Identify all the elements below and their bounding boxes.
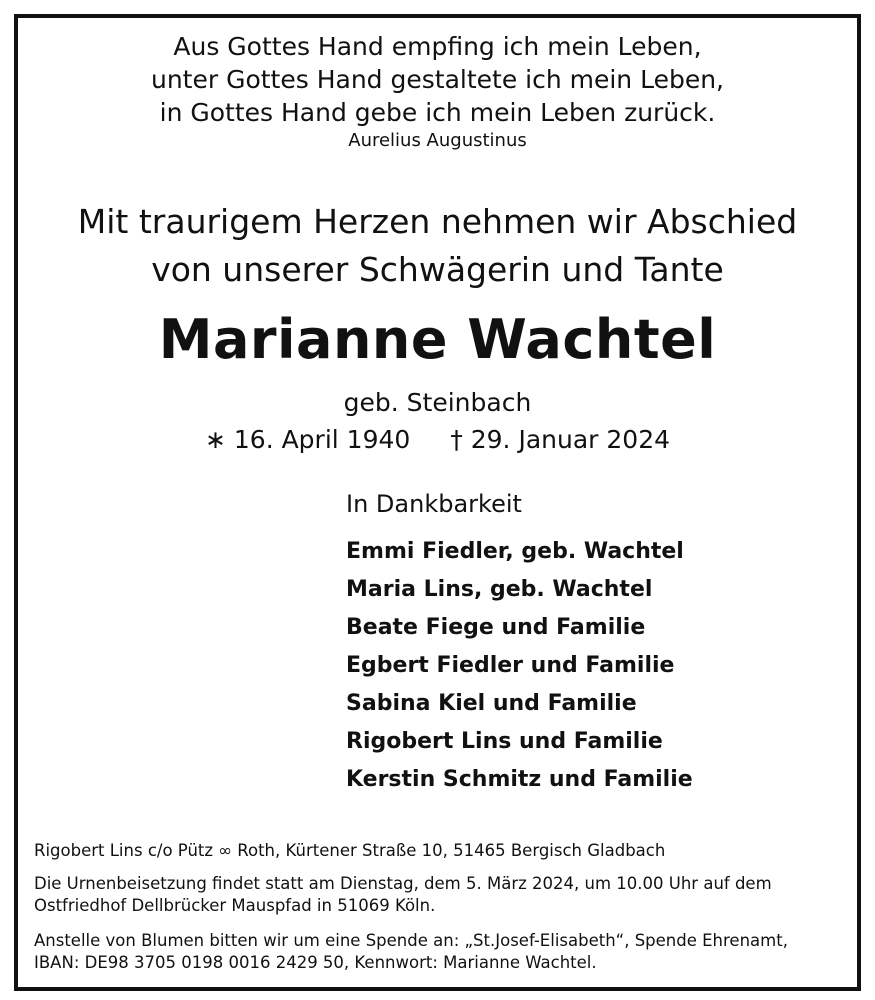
burial-info — [34, 873, 844, 917]
deceased-name: Marianne Wachtel — [158, 308, 717, 371]
burial-line: Die Urnenbeisetzung findet statt am Dienstag, dem 5. März 2024, um 10.00 Uhr auf dem — [34, 874, 772, 893]
mourners-list — [346, 533, 693, 799]
quote-line: in Gottes Hand gebe ich mein Leben zurück. — [159, 98, 716, 127]
intro-line: Mit traurigem Herzen nehmen wir Abschied — [77, 202, 798, 241]
donation-info — [34, 930, 844, 974]
quote — [0, 30, 875, 129]
donation-line: Anstelle von Blumen bitten wir um eine Spende an: „St.Josef-Elisabeth“, Spende Ehrenamt, — [34, 931, 788, 950]
birth-name: geb. Steinbach — [343, 388, 532, 417]
mourner-item: Egbert Fiedler und Familie — [346, 653, 675, 678]
thanks-label: In Dankbarkeit — [346, 490, 522, 518]
life-dates — [0, 425, 875, 454]
quote-author: Aurelius Augustinus — [348, 130, 527, 151]
burial-line: Ostfriedhof Dellbrücker Mauspfad in 51069 Köln. — [34, 896, 436, 915]
mourner-item: Rigobert Lins und Familie — [346, 729, 663, 754]
intro-text — [0, 198, 875, 294]
quote-line: unter Gottes Hand gestaltete ich mein Leben, — [150, 65, 725, 94]
mourner-item: Sabina Kiel und Familie — [346, 691, 637, 716]
death-date: † 29. Januar 2024 — [450, 425, 670, 454]
mourner-item: Kerstin Schmitz und Familie — [346, 767, 693, 792]
address-line: Rigobert Lins c/o Pütz ∞ Roth, Kürtener Straße 10, 51465 Bergisch Gladbach — [34, 841, 666, 860]
contact-address — [34, 840, 844, 862]
birth-date: ∗ 16. April 1940 — [204, 425, 411, 454]
mourner-item: Beate Fiege und Familie — [346, 615, 646, 640]
intro-line: von unserer Schwägerin und Tante — [151, 250, 724, 289]
donation-line: IBAN: DE98 3705 0198 0016 2429 50, Kennwort: Marianne Wachtel. — [34, 953, 597, 972]
mourner-item: Maria Lins, geb. Wachtel — [346, 577, 653, 602]
mourner-item: Emmi Fiedler, geb. Wachtel — [346, 539, 684, 564]
quote-line: Aus Gottes Hand empfing ich mein Leben, — [173, 32, 702, 61]
